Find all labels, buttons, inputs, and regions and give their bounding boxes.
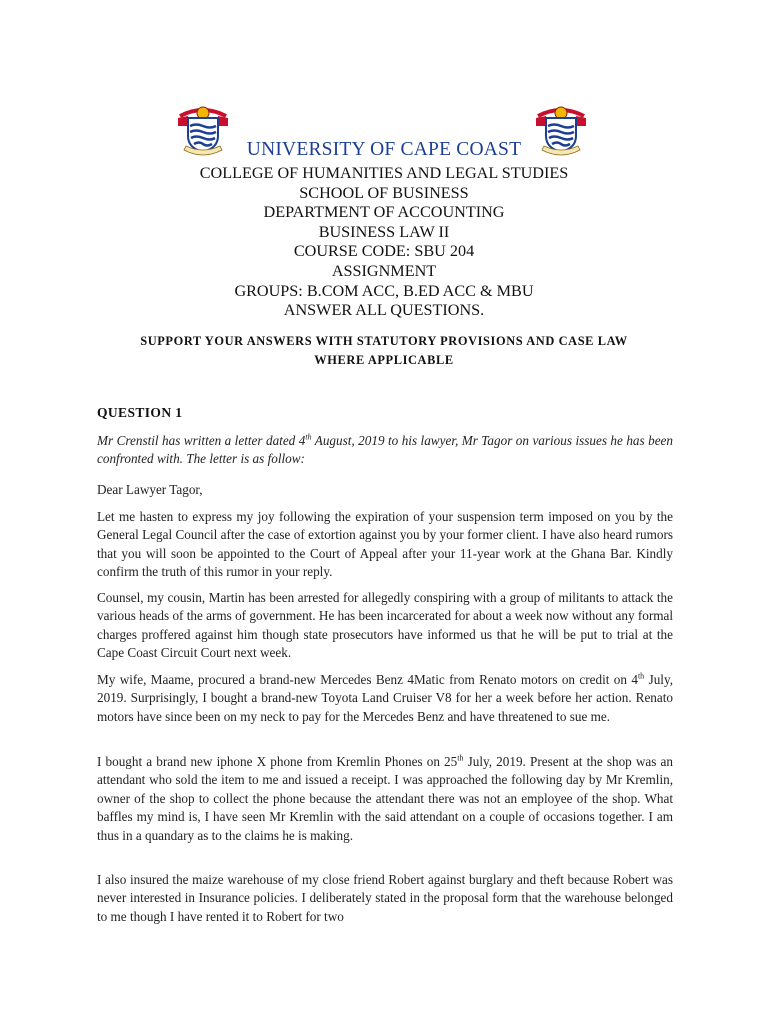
letter-paragraph-1: Let me hasten to express my joy following the expiration of your suspension term imposed on you by the General Legal Council after the case of extortion against you by your former client. I have also heard rumors that you will soon be appointed to the Court of Appeal after your 11-year work at the Ghana Bar. Kindly confirm the truth of this rumor in your reply. [97,509,673,580]
university-name: UNIVERSITY OF CAPE COAST [246,139,522,160]
question-title: QUESTION 1 [97,405,183,420]
answer-all-line: ANSWER ALL QUESTIONS. [283,301,485,320]
question-intro: Mr Crenstil has written a letter dated 4th August, 2019 to his lawyer, Mr Tagor on various issues he has been confronted with. The letter is as follow: [97,432,673,467]
letter-paragraph-2: Counsel, my cousin, Martin has been arrested for allegedly conspiring with a group of militants to attack the various heads of the arms of government. He has been incarcerated for about a week now without any formal charges proffered against him though state prosecutors have informed us that he will be put to trial at the Cape Coast Circuit Court next week. [97,590,674,661]
letter-paragraph-4: I bought a brand new iphone X phone from Kremlin Phones on 25th July, 2019. Present at the shop was an attendant who sold the item to me and issued a receipt. I was approached the following day by Mr Kremlin, owner of the shop to collect the phone because the attendant there was not an employee of the shop. What baffles my mind is, I have seen Mr Kremlin with the said attendant on a couple of occasions together. I am thus in a quandary as to the claims he is making. [97,753,674,843]
letter-paragraph-3: My wife, Maame, procured a brand-new Mercedes Benz 4Matic from Renato motors on credit on 4th July, 2019. Surprisingly, I bought a brand-new Toyota Land Cruiser V8 for her a week before her action. Renato motors have since been on my neck to pay for the Mercedes Benz and have threatened to sue me. [97,671,673,724]
course-title-line: BUSINESS LAW II [318,222,450,241]
instruction-note: SUPPORT YOUR ANSWERS WITH STATUTORY PROVISIONS AND CASE LAW WHERE APPLICABLE [140,334,628,367]
school-line: SCHOOL OF BUSINESS [299,183,469,202]
groups-line: GROUPS: B.COM ACC, B.ED ACC & MBU [234,281,534,300]
assignment-line: ASSIGNMENT [331,261,437,280]
header-block [0,164,768,321]
college-line: COLLEGE OF HUMANITIES AND LEGAL STUDIES [199,164,569,182]
letter-paragraph-5: I also insured the maize warehouse of my close friend Robert against burglary and theft because Robert was never interested in Insurance policies. I deliberately stated in the proposal form that the warehouse belonged to me though I have rented it to Robert for two [97,872,673,924]
department-line: DEPARTMENT OF ACCOUNTING [263,203,505,222]
course-code-line: COURSE CODE: SBU 204 [293,242,475,261]
letter-salutation: Dear Lawyer Tagor, [97,482,203,497]
